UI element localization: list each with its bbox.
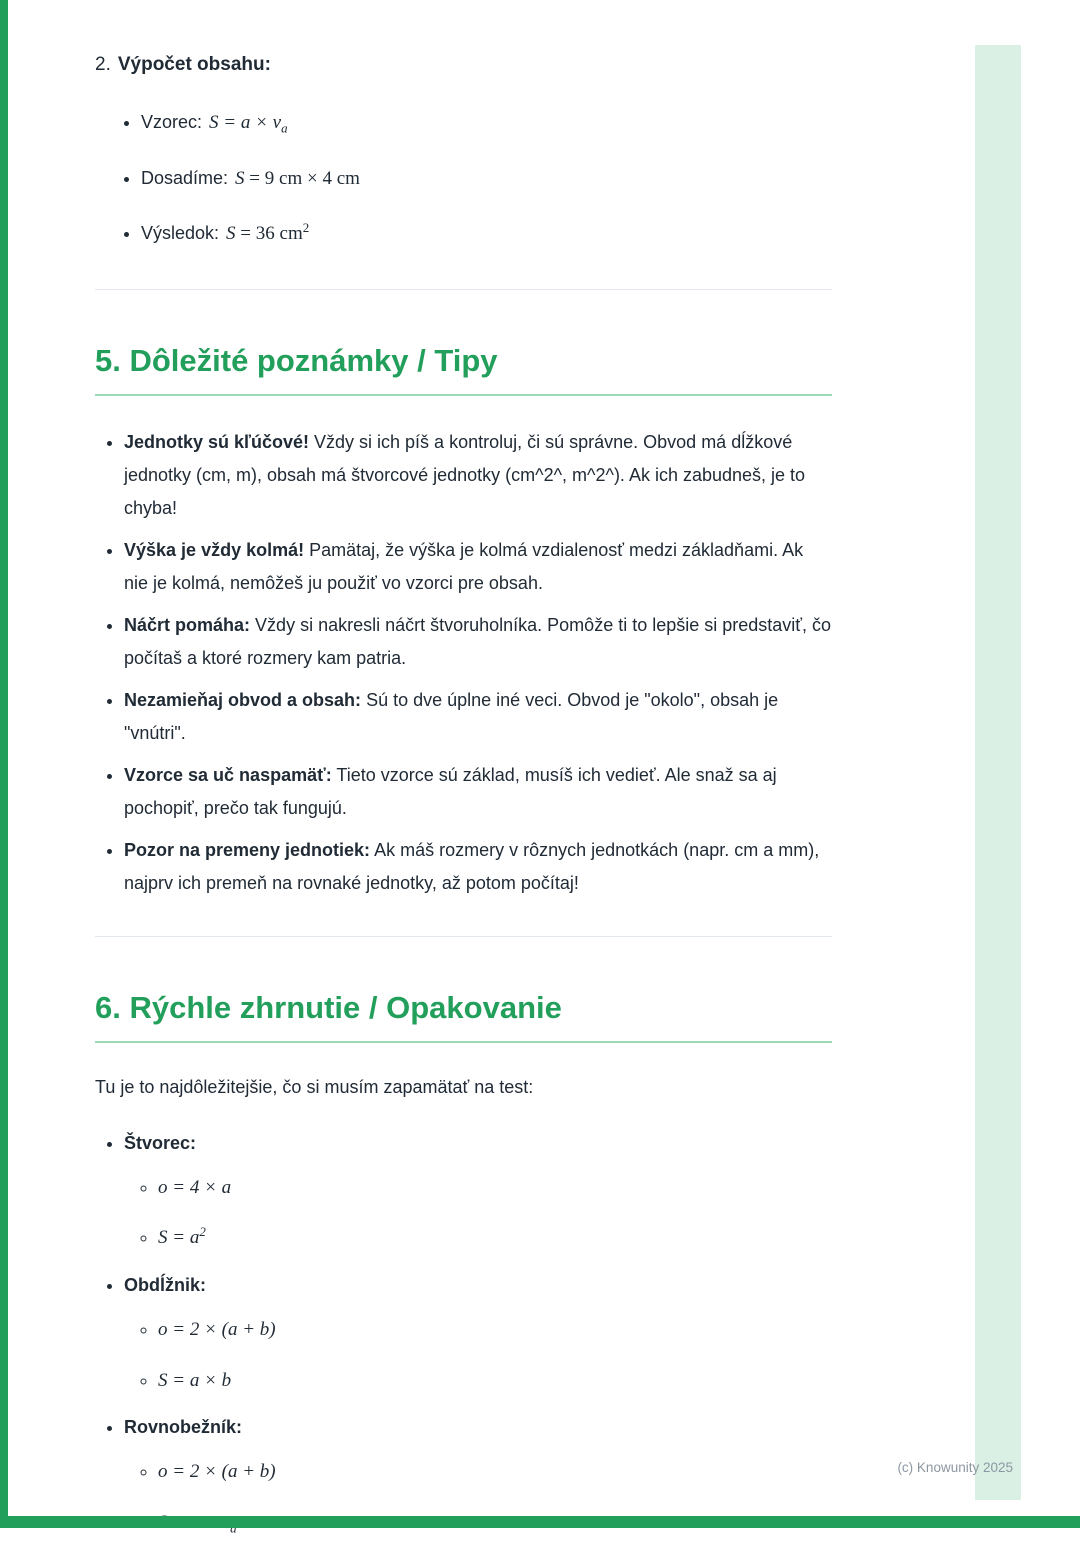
list-item: [124, 1271, 832, 1399]
formula-var: S = a × v: [209, 112, 282, 133]
list-item: [124, 1129, 832, 1257]
list-item: [158, 1362, 832, 1400]
formula-var: o = 4 × a: [158, 1176, 232, 1198]
formula-var: S = a × b: [158, 1369, 232, 1391]
formula-label: Dosadíme:: [141, 167, 229, 188]
numbered-item-calc: [95, 52, 832, 78]
summary-intro: Tu je to najdôležitejšie, čo si musím zapamätať na test:: [95, 1076, 534, 1097]
list-item: [124, 609, 832, 675]
tip-text: Vždy si nakresli náčrt štvoruholníka. Pomôže ti to lepšie si predstaviť, čo počítaš a ktoré rozmery kam patria.: [124, 614, 832, 668]
tip-lead: Pozor na premeny jednotiek:: [124, 839, 371, 860]
tip-lead: Nezamieňaj obvod a obsah:: [124, 689, 362, 710]
shape-formula-list: [124, 1311, 832, 1399]
list-item: [124, 534, 832, 600]
shape-formula-list: [124, 1169, 832, 1257]
bottom-edge-accent-bar: [0, 1516, 1080, 1528]
formula-label: Vzorec:: [141, 112, 203, 132]
formula-superscript: 2: [199, 1224, 206, 1240]
formula-superscript: 2: [302, 220, 310, 236]
list-item: [158, 1311, 832, 1349]
calc-formula-list: [95, 104, 832, 253]
list-item: [141, 160, 832, 198]
list-item: [158, 1219, 832, 1257]
tip-text: Ak máš rozmery v rôznych jednotkách (napr. cm a mm), najprv ich premeň na rovnaké jednotky, až potom počítaj!: [124, 839, 820, 893]
list-item: [124, 759, 832, 825]
tip-lead: Výška je vždy kolmá!: [124, 539, 305, 560]
formula-rest: = 9 cm × 4 cm: [244, 167, 360, 189]
section-heading-tips: 5. Dôležité poznámky / Tipy: [95, 342, 832, 396]
section-divider: [95, 936, 832, 937]
formula-var: S: [226, 223, 236, 245]
formula-var: S = a: [158, 1227, 200, 1249]
section-heading-summary: 6. Rýchle zhrnutie / Opakovanie: [95, 989, 832, 1043]
section-divider: [95, 289, 832, 290]
shape-name: Rovnobežník:: [124, 1417, 243, 1438]
formula-var: S: [235, 167, 245, 189]
list-item: [141, 104, 832, 142]
tip-lead: Vzorce sa uč naspamäť:: [124, 764, 332, 785]
tip-text: Pamätaj, že výška je kolmá vzdialenosť medzi základňami. Ak nie je kolmá, nemôžeš ju použiť vo vzorci pre obsah.: [124, 539, 804, 593]
summary-list: [95, 1129, 832, 1542]
tip-text: Sú to dve úplne iné veci. Obvod je "okolo", obsah je "vnútri".: [124, 689, 779, 743]
list-item: [141, 215, 832, 253]
formula-var: o = 2 × (a + b): [158, 1318, 276, 1340]
list-item: [158, 1169, 832, 1207]
document-content: [95, 0, 832, 1555]
shape-name: Obdĺžnik:: [124, 1274, 206, 1295]
tip-text: Vždy si ich píš a kontroluj, či sú správne. Obvod má dĺžkové jednotky (cm, m), obsah má štvorcové jednotky (cm^2^, m^2^). Ak ich zabudneš, je to chyba!: [124, 431, 806, 518]
left-edge-accent-bar: [0, 0, 8, 1528]
formula-subscript: a: [281, 120, 288, 136]
formula-rest: = 36 cm: [235, 223, 303, 245]
tip-lead: Náčrt pomáha:: [124, 614, 251, 635]
tip-text: Tieto vzorce sú základ, musíš ich vedieť. Ale snaž sa aj pochopiť, prečo tak fungujú.: [124, 764, 777, 818]
list-item: [124, 426, 832, 525]
item-title: Výpočet obsahu:: [117, 54, 271, 75]
tips-list: [95, 426, 832, 900]
tip-lead: Jednotky sú kľúčové!: [124, 431, 309, 452]
shape-name: Štvorec:: [124, 1132, 197, 1153]
formula-label: Výsledok:: [141, 223, 220, 244]
formula-var: o = 2 × (a + b): [158, 1461, 276, 1483]
footer-credit: (c) Knowunity 2025: [897, 1460, 1013, 1475]
item-number: 2.: [95, 54, 111, 75]
side-accent-bar: [975, 45, 1021, 1500]
list-item: [124, 834, 832, 900]
list-item: [124, 684, 832, 750]
